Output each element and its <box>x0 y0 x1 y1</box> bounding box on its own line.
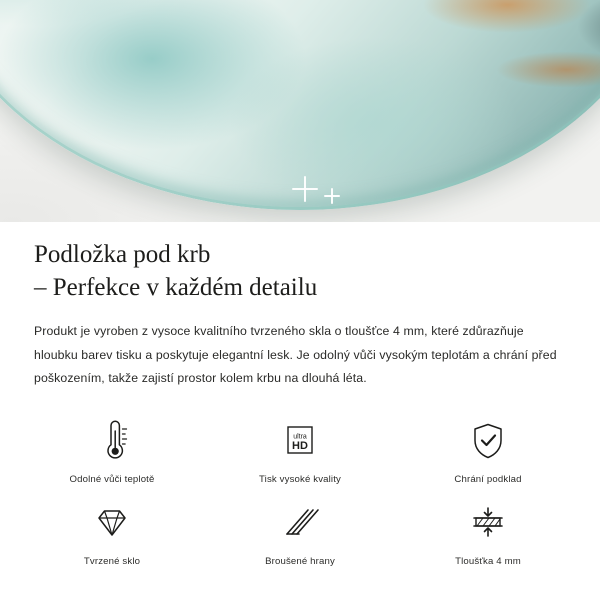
feature-label: Tvrzené sklo <box>83 555 141 567</box>
feature-item <box>206 499 394 567</box>
page-title <box>0 238 600 304</box>
title-line-2: – Perfekce v každém detailu <box>34 274 318 301</box>
product-description-text: Produkt je vyroben z vysoce kvalitního tvrzeného skla o tloušťce 4 mm, které zdůrazňuje hloubku barev tisku a poskytuje elegantní lesk. Je odolný vůči vysokým teplotám a chrání před poškozením, takže zajistí prostor kolem krbu na dlouhá léta. <box>34 324 557 386</box>
diamond-icon <box>89 499 135 547</box>
polished-edges-icon <box>278 499 322 547</box>
ultra-hd-icon <box>277 417 323 465</box>
svg-text:HD: HD <box>292 439 308 452</box>
feature-item <box>206 417 394 485</box>
feature-item <box>18 499 206 567</box>
svg-text:ultra: ultra <box>293 433 307 441</box>
feature-item <box>394 499 582 567</box>
feature-label: Chrání podklad <box>454 473 522 485</box>
round-glass-pad <box>0 0 600 210</box>
feature-label: Tloušťka 4 mm <box>455 555 521 567</box>
thermometer-icon <box>92 417 132 465</box>
feature-label: Broušené hrany <box>265 555 335 567</box>
hero-product-image <box>0 0 600 222</box>
feature-grid <box>0 417 600 567</box>
shield-check-icon <box>466 417 510 465</box>
feature-item <box>18 417 206 485</box>
title-line-1: Podložka pod krb <box>34 241 211 268</box>
feature-label: Tisk vysoké kvality <box>259 473 341 485</box>
content-section <box>0 222 600 567</box>
thickness-arrows-icon <box>465 499 511 547</box>
feature-item <box>394 417 582 485</box>
feature-label: Odolné vůči teplotě <box>69 473 155 485</box>
